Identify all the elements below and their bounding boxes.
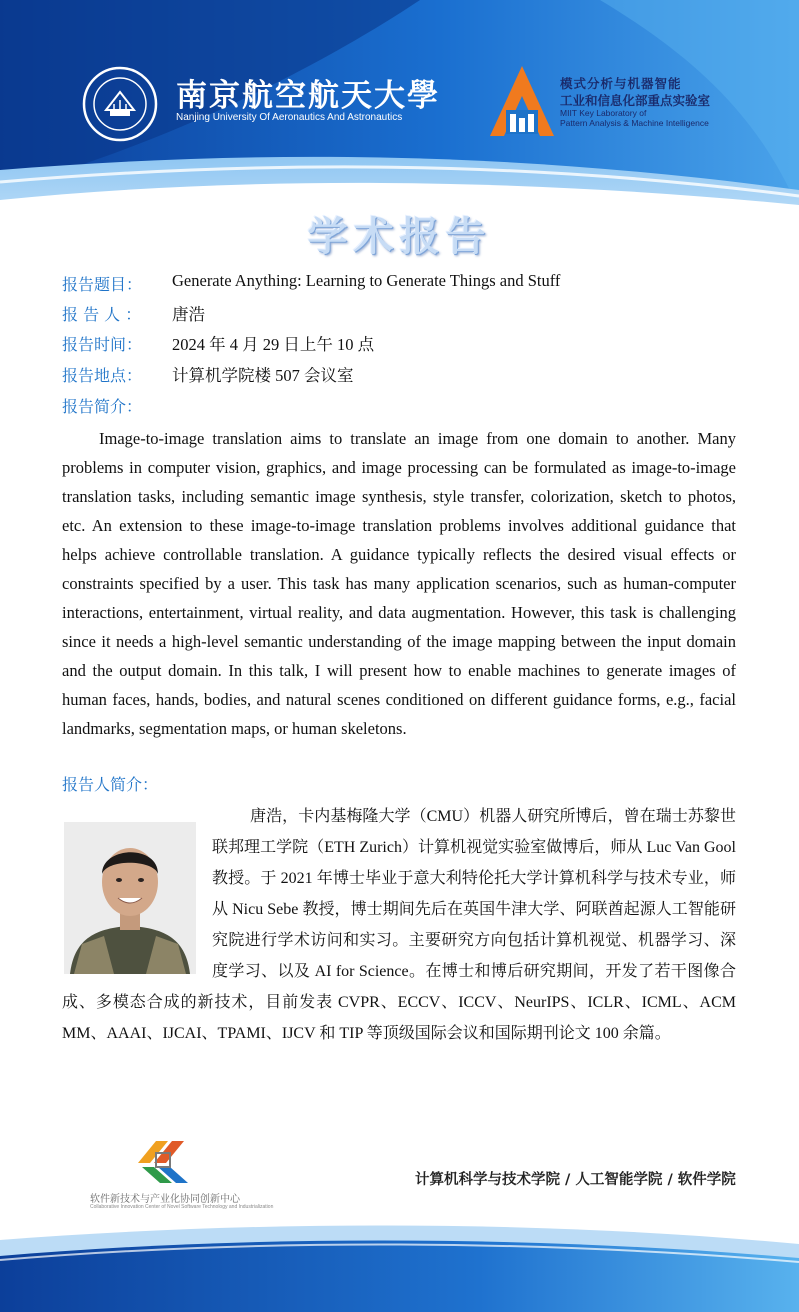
info-label-location: 报告地点： (62, 366, 143, 385)
photo-spacer (62, 801, 212, 987)
bio-label: 报告人简介： (62, 775, 159, 794)
bio-block (62, 801, 736, 1049)
nuaa-emblem-icon (82, 66, 158, 142)
info-label-time: 报告时间： (62, 335, 143, 354)
info-value-topic: Generate Anything: Learning to Generate Things and Stuff (172, 271, 561, 290)
university-name-en: Nanjing University Of Aeronautics And Astronautics (176, 112, 403, 123)
bio-text: 唐浩，卡内基梅隆大学（CMU）机器人研究所博后，曾在瑞士苏黎世联邦理工学院（ETH Zurich）计算机视觉实验室做博后，师从 Luc Van Gool 教授。于 2021 年博士毕业于意大利特伦托大学计算机科学与技术专业，师从 Nicu Sebe 教授，博士期间先后在英国牛津大学、阿联酋起源人工智能研究院进行学术访问和实习。主要研究方向包括计算机视觉、机器学习、深度学习、以及 AI for Science。在博士和博后研究期间，开发了若干图像合成、多模态合成的新技术，目前发表 CVPR、ECCV、ICCV、NeurIPS、ICLR、ICML、ACM MM、AAAI、IJCAI、TPAMI、IJCV 和 TIP 等顶级国际会议和国际期刊论文 100 余篇。 (62, 808, 736, 1042)
page-title: 学术报告 (307, 214, 492, 260)
innovation-center-name-en: Collaborative Innovation Center of Novel Software Technology and Industrialization (90, 1204, 274, 1210)
abstract-text: Image-to-image translation aims to translate an image from one domain to another. Many problems in computer vision, graphics, and image processing can be formulated as image-to-image translation tasks, including semantic image synthesis, style transfer, colorization, sketch to photos, etc. An extension to these image-to-image translation problems involves additional guidance that helps achieve controllable translation. A guidance typically reflects the desired visual effects or constraints specified by a user. This task has many application scenarios, such as human-computer interactions, entertainment, virtual reality, and data augmentation. However, this task is challenging since it needs a high-level semantic understanding of the image mapping between the input domain and the output domain. In this talk, I will present how to enable machines to generate images of human faces, hands, bodies, and natural scenes conditioned on different guidance forms, e.g., facial landmarks, segmentation maps, or human skeletons. (62, 429, 736, 738)
lab-name-cn-line1: 模式分析与机器智能 (560, 76, 682, 91)
innovation-center-logo-icon (134, 1133, 192, 1185)
school-names: 计算机科学与技术学院 / 人工智能学院 / 软件学院 (415, 1172, 736, 1188)
lab-name-cn-line2: 工业和信息化部重点实验室 (560, 93, 711, 108)
info-value-location: 计算机学院楼 507 会议室 (172, 366, 354, 385)
lab-name-en-line2: Pattern Analysis & Machine Intelligence (560, 118, 709, 128)
university-name-cn: 南京航空航天大學 (176, 78, 440, 114)
abstract-label: 报告简介： (62, 397, 143, 416)
lab-logo-icon (484, 62, 560, 138)
lab-name-en-line1: MIIT Key Laboratory of (560, 108, 647, 118)
innovation-center-name-cn: 软件新技术与产业化协同创新中心 (90, 1194, 240, 1205)
info-label-topic: 报告题目： (62, 275, 143, 294)
info-label-speaker: 报 告 人 ： (62, 305, 142, 324)
info-value-time: 2024 年 4 月 29 日上午 10 点 (172, 335, 375, 354)
info-value-speaker: 唐浩 (172, 305, 205, 324)
footer-wave (0, 1200, 799, 1312)
